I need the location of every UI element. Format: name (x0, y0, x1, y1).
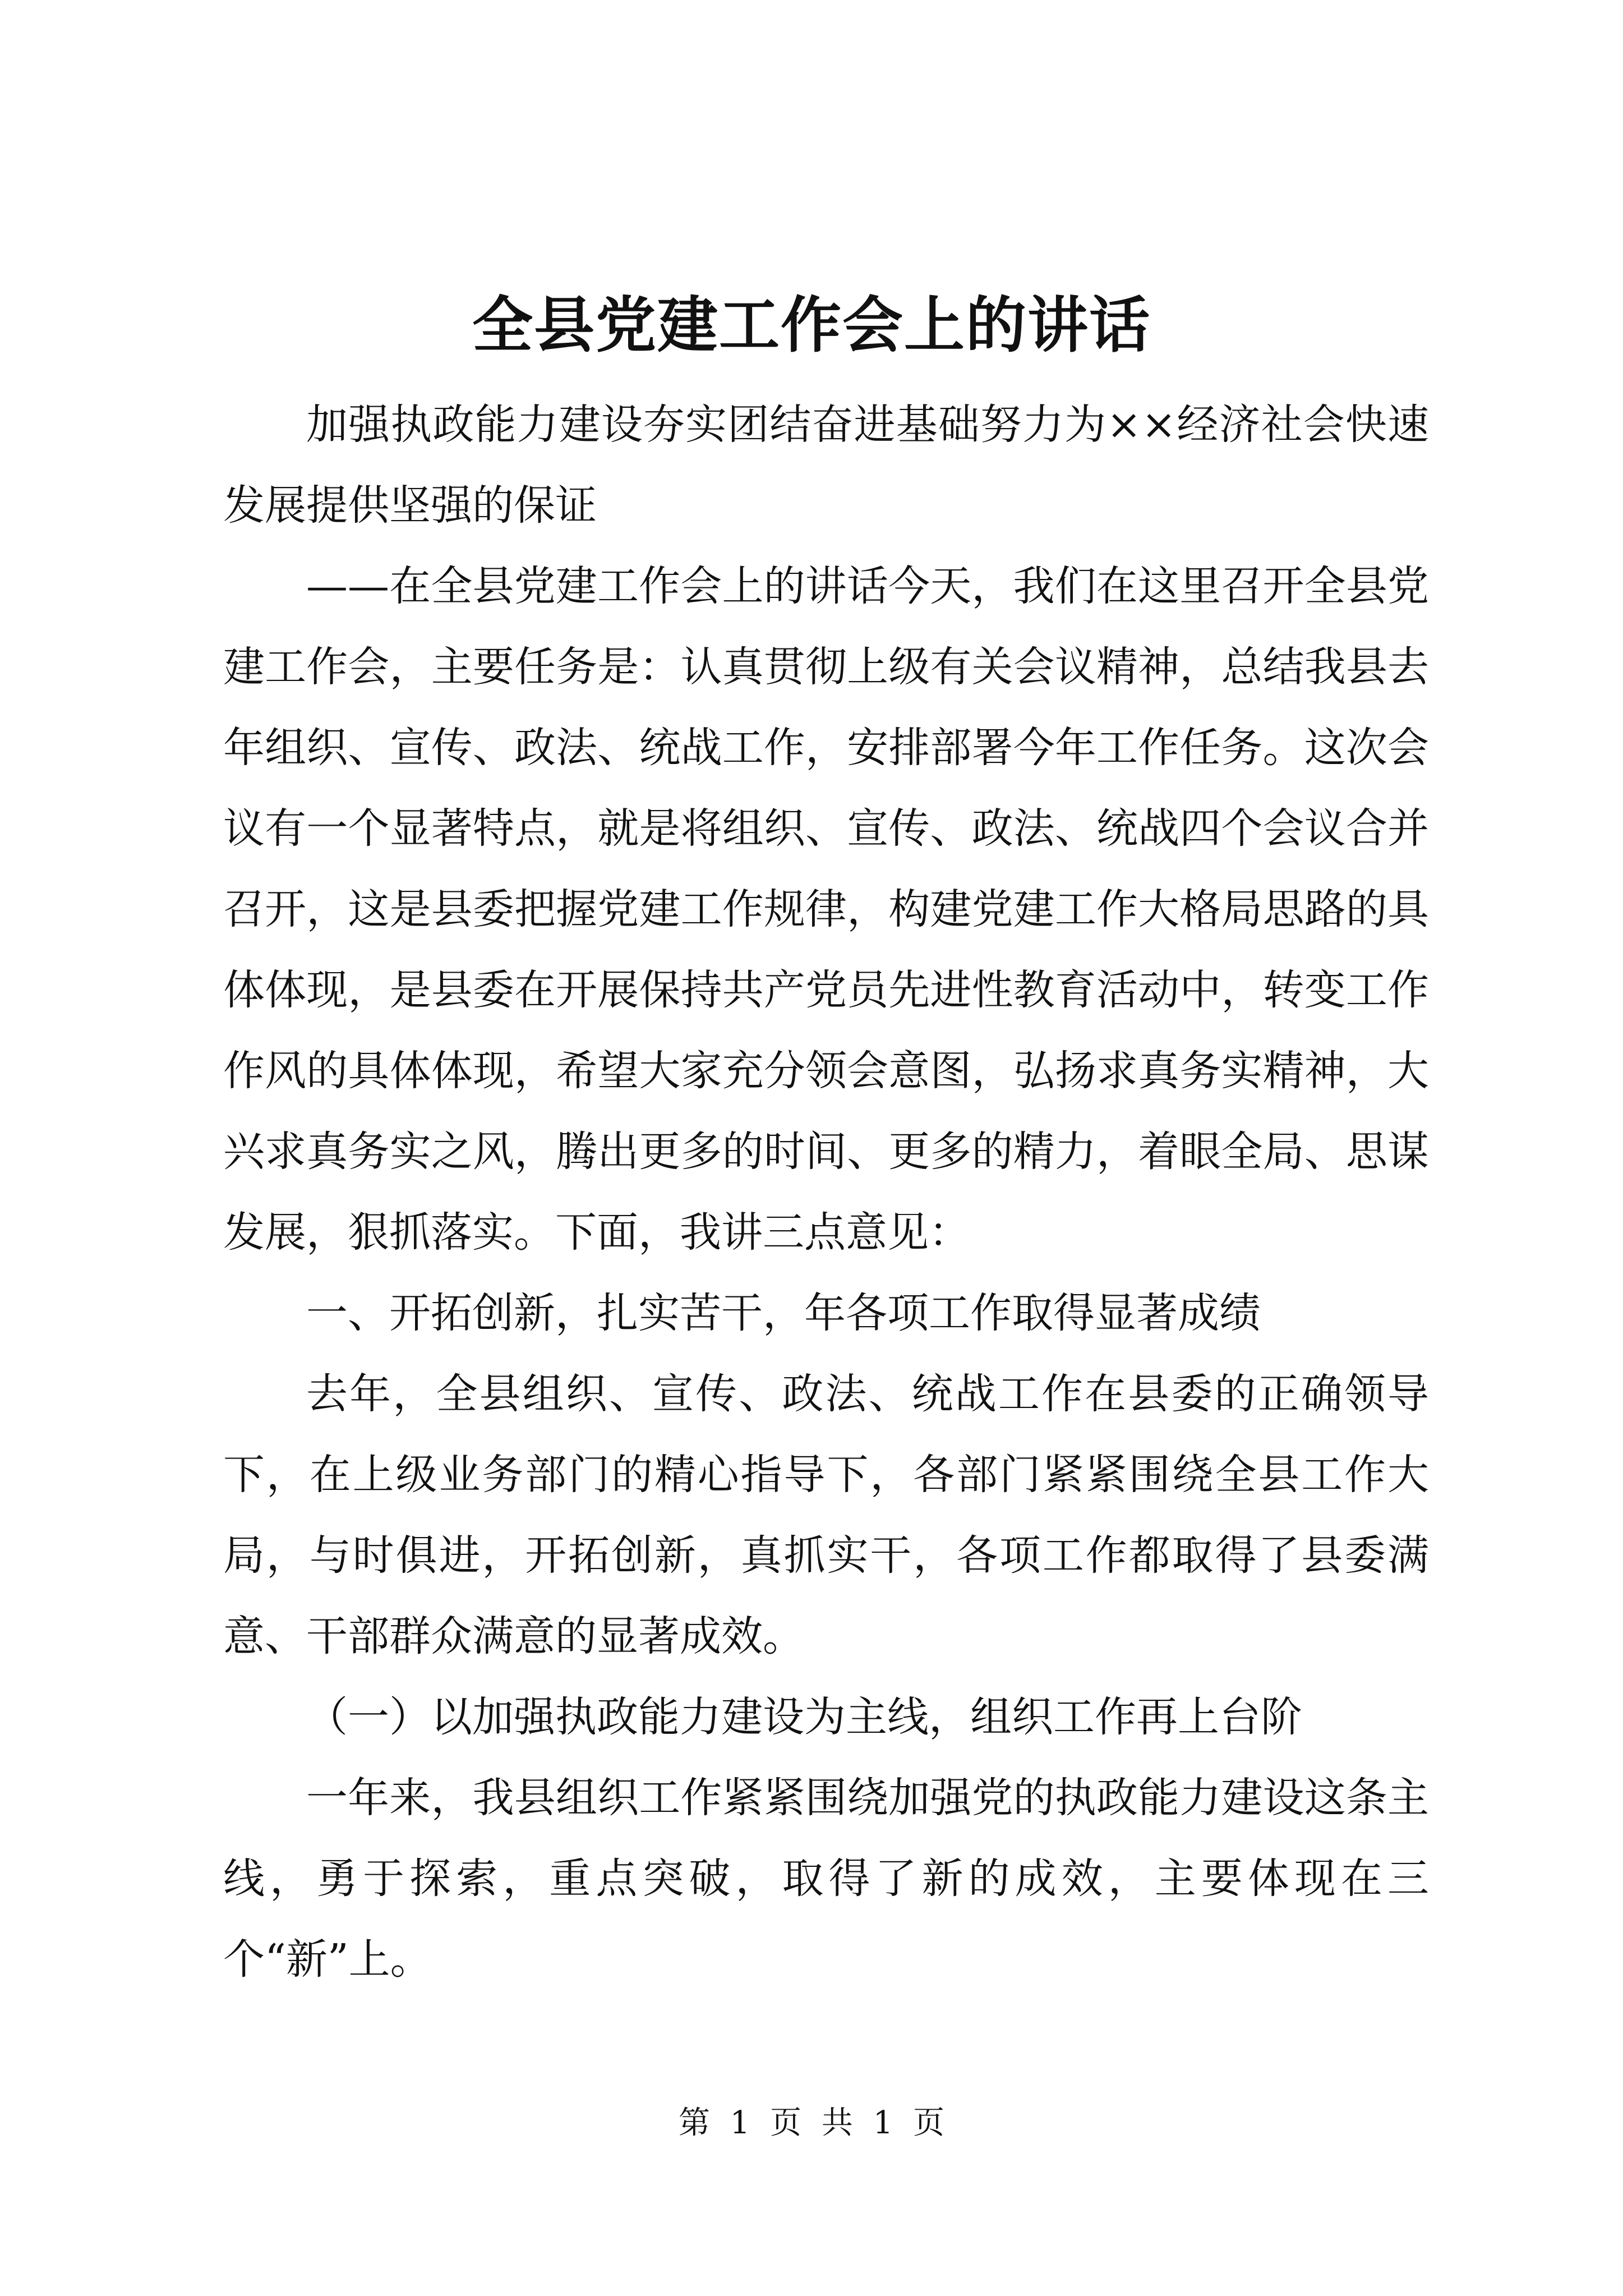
organization-work-paragraph: 一年来，我县组织工作紧紧围绕加强党的执政能力建设这条主线，勇于探索，重点突破，取得了新的成效，主要体现在三个“新”上。 (223, 1774, 1429, 1984)
section-heading-1: 一、开拓创新，扎实苦干，年各项工作取得显著成绩 (306, 1289, 1261, 1337)
subsection-heading-1: （一）以加强执政能力建设为主线，组织工作再上台阶 (306, 1693, 1302, 1741)
document-body (223, 384, 1429, 2000)
document-title: 全县党建工作会上的讲话 (472, 290, 1151, 361)
page-footer: 第 1 页 共 1 页 (678, 2105, 945, 2141)
summary-paragraph: 去年，全县组织、宣传、政法、统战工作在县委的正确领导下，在上级业务部门的精心指导下，各部门紧紧围绕全县工作大局，与时俱进，开拓创新，真抓实干，各项工作都取得了县委满意、干部群众满意的显著成效。 (223, 1370, 1429, 1660)
subtitle-paragraph: 加强执政能力建设夯实团结奋进基础努力为××经济社会快速发展提供坚强的保证 (223, 401, 1429, 530)
opening-paragraph: ——在全县党建工作会上的讲话今天，我们在这里召开全县党建工作会，主要任务是：认真贯彻上级有关会议精神，总结我县去年组织、宣传、政法、统战工作，安排部署今年工作任务。这次会议有一个显著特点，就是将组织、宣传、政法、统战四个会议合并召开，这是县委把握党建工作规律，构建党建工作大格局思路的具体体现，是县委在开展保持共产党员先进性教育活动中，转变工作作风的具体体现，希望大家充分领会意图，弘扬求真务实精神，大兴求真务实之风，腾出更多的时间、更多的精力，着眼全局、思谋发展，狠抓落实。下面，我讲三点意见： (223, 562, 1429, 1257)
